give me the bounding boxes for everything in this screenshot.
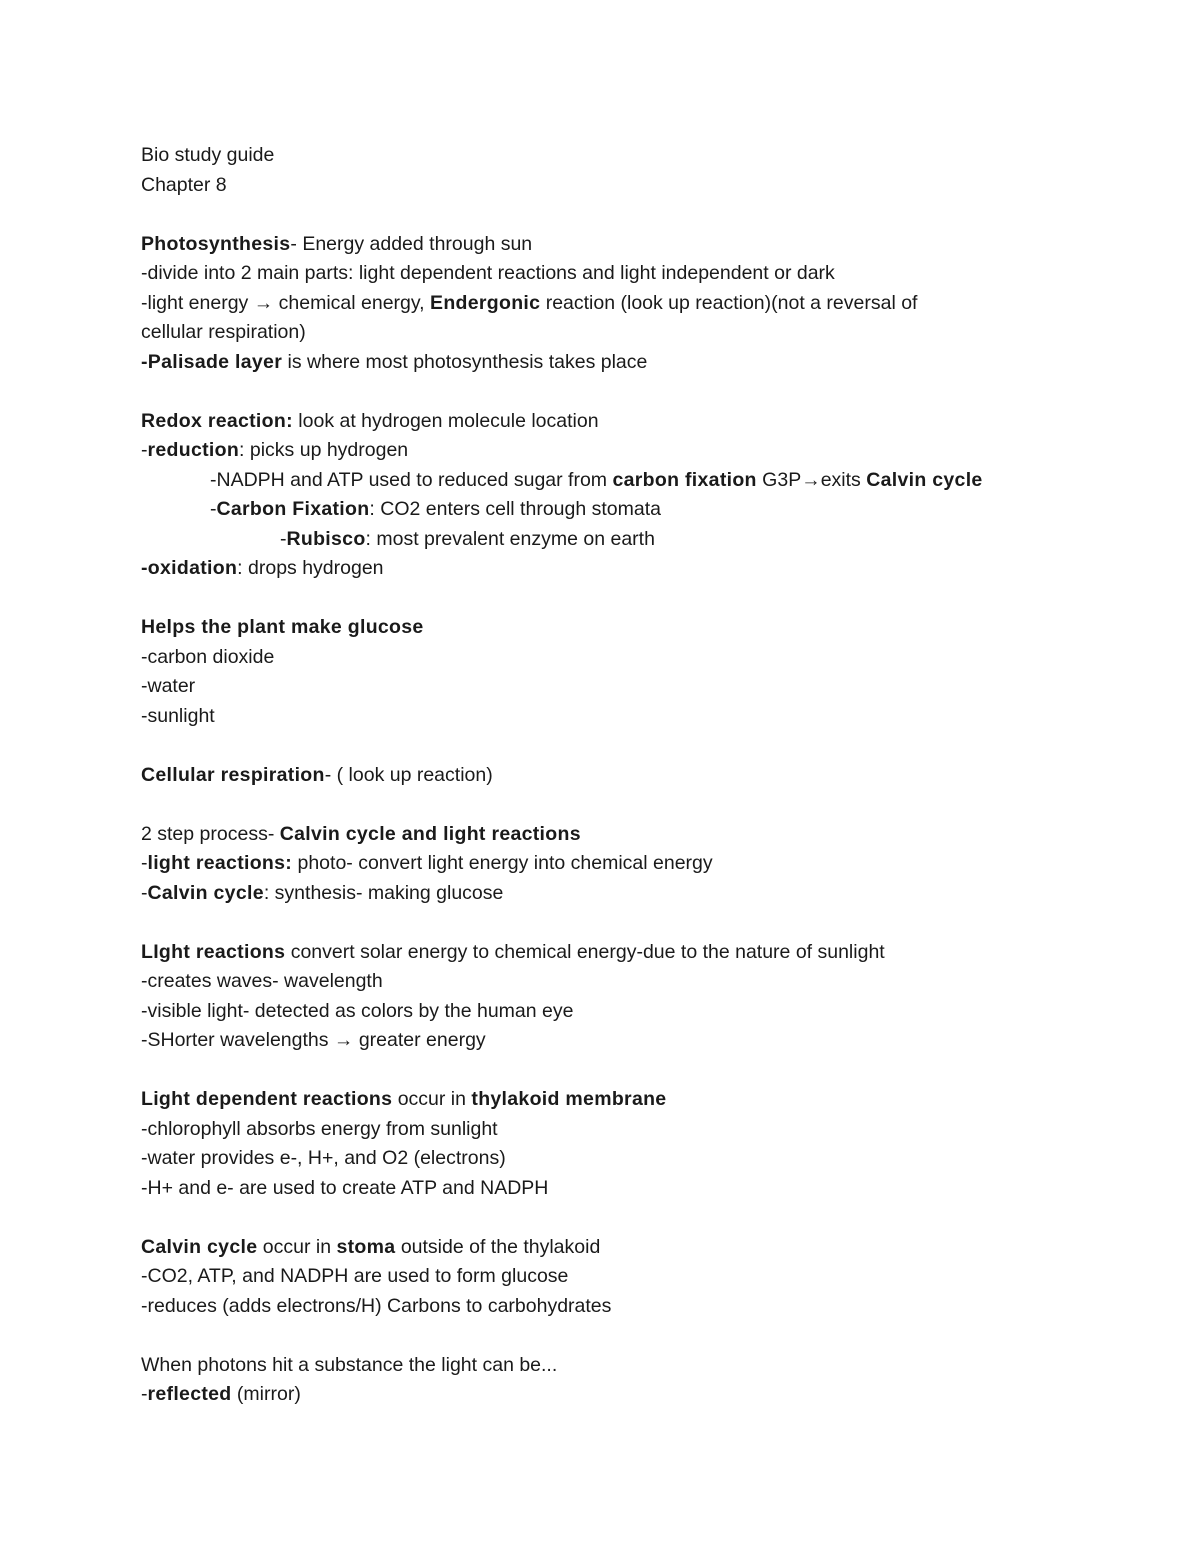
text-line xyxy=(141,1085,1101,1115)
blank-line xyxy=(141,377,1101,407)
text-line xyxy=(141,171,1101,201)
text-line xyxy=(141,525,1101,555)
bold-text-segment: reduction xyxy=(147,439,240,461)
text-line xyxy=(141,702,1101,732)
text-line xyxy=(141,672,1101,702)
text-line xyxy=(141,1026,1101,1056)
text-segment: -creates waves- wavelength xyxy=(141,970,383,992)
bold-text-segment: Calvin cycle xyxy=(147,881,264,904)
text-line xyxy=(141,436,1101,466)
text-segment: occur in xyxy=(392,1088,472,1110)
text-line xyxy=(141,1144,1101,1174)
text-line xyxy=(141,1262,1101,1292)
text-segment: outside of the thylakoid xyxy=(395,1235,601,1258)
text-segment: - xyxy=(141,1383,148,1405)
text-segment: -visible light- detected as colors by the human eye xyxy=(141,999,574,1022)
bold-text-segment: stoma xyxy=(336,1235,396,1258)
text-segment: When photons hit a substance the light can be... xyxy=(141,1353,558,1376)
text-line xyxy=(141,318,1101,348)
bold-text-segment: Calvin cycle xyxy=(866,468,983,491)
text-segment: -NADPH and ATP used to reduced sugar from xyxy=(210,468,613,491)
bold-text-segment: Redox reaction: xyxy=(141,409,293,432)
text-segment: -water xyxy=(141,675,196,697)
blank-line xyxy=(141,584,1101,614)
bold-text-segment: light reactions: xyxy=(147,852,293,874)
text-segment: -H+ and e- are used to create ATP and NADPH xyxy=(141,1176,549,1199)
text-line xyxy=(141,879,1101,909)
text-line xyxy=(141,141,1101,171)
text-line xyxy=(141,820,1101,850)
text-segment: - xyxy=(210,498,217,520)
text-line xyxy=(141,1115,1101,1145)
text-segment: : most prevalent enzyme on earth xyxy=(365,527,655,550)
text-line xyxy=(141,938,1101,968)
text-segment: convert solar energy to chemical energy-due to the nature of sunlight xyxy=(285,940,885,963)
text-line xyxy=(141,407,1101,437)
bold-text-segment: reflected xyxy=(147,1383,232,1405)
text-line xyxy=(141,230,1101,260)
text-segment: cellular respiration) xyxy=(141,321,306,343)
text-segment: -CO2, ATP, and NADPH are used to form glucose xyxy=(141,1265,569,1287)
text-segment: look at hydrogen molecule location xyxy=(292,409,599,432)
text-line xyxy=(141,967,1101,997)
document-body xyxy=(141,141,1101,1410)
text-segment: : synthesis- making glucose xyxy=(263,881,504,904)
text-segment: -carbon dioxide xyxy=(141,645,275,668)
text-line xyxy=(141,289,1101,319)
text-line xyxy=(141,613,1101,643)
text-line xyxy=(141,1233,1101,1263)
bold-text-segment: Light dependent reactions xyxy=(141,1088,393,1110)
blank-line xyxy=(141,908,1101,938)
text-segment: - xyxy=(141,439,148,461)
bold-text-segment: -oxidation xyxy=(141,557,238,579)
text-segment: - xyxy=(141,881,148,904)
text-segment: -water provides e-, H+, and O2 (electrons) xyxy=(141,1147,506,1169)
blank-line xyxy=(141,200,1101,230)
text-segment: - ( look up reaction) xyxy=(324,763,493,786)
bold-text-segment: -Palisade layer xyxy=(141,350,283,373)
bold-text-segment: Cellular respiration xyxy=(141,763,325,786)
text-line xyxy=(141,1174,1101,1204)
text-segment: -reduces (adds electrons/H) Carbons to carbohydrates xyxy=(141,1294,612,1317)
text-line xyxy=(141,1380,1101,1410)
blank-line xyxy=(141,1056,1101,1086)
text-line xyxy=(141,554,1101,584)
bold-text-segment: carbon fixation xyxy=(612,468,757,491)
text-line xyxy=(141,849,1101,879)
bold-text-segment: Helps the plant make glucose xyxy=(141,616,424,638)
text-line xyxy=(141,761,1101,791)
text-segment: reaction (look up reaction)(not a reversal of xyxy=(540,291,918,314)
text-segment: -divide into 2 main parts: light dependent reactions and light independent or dark xyxy=(141,262,835,284)
text-segment: (mirror) xyxy=(231,1383,301,1405)
text-segment: : CO2 enters cell through stomata xyxy=(369,498,661,520)
bold-text-segment: Endergonic xyxy=(430,291,541,314)
text-segment: occur in xyxy=(257,1235,337,1258)
text-segment: -light energy → chemical energy, xyxy=(141,291,431,314)
bold-text-segment: thylakoid membrane xyxy=(471,1088,667,1110)
bold-text-segment: Photosynthesis xyxy=(141,232,291,255)
text-line xyxy=(141,1351,1101,1381)
text-segment: : drops hydrogen xyxy=(237,557,384,579)
text-line xyxy=(141,997,1101,1027)
text-segment: is where most photosynthesis takes place xyxy=(282,350,648,373)
text-segment: - Energy added through sun xyxy=(290,232,533,255)
bold-text-segment: Carbon Fixation xyxy=(216,498,370,520)
text-segment: - xyxy=(141,852,148,874)
text-segment: G3P→exits xyxy=(756,468,867,491)
text-line xyxy=(141,643,1101,673)
bold-text-segment: Calvin cycle xyxy=(141,1235,258,1258)
text-line xyxy=(141,1292,1101,1322)
text-line xyxy=(141,495,1101,525)
text-segment: photo- convert light energy into chemical energy xyxy=(292,852,713,874)
text-segment: -chlorophyll absorbs energy from sunlight xyxy=(141,1117,498,1140)
blank-line xyxy=(141,1321,1101,1351)
bold-text-segment: LIght reactions xyxy=(141,940,286,963)
bold-text-segment: Rubisco xyxy=(286,527,366,550)
text-line xyxy=(141,348,1101,378)
text-line xyxy=(141,466,1101,496)
text-segment: Bio study guide xyxy=(141,144,275,166)
text-segment: Chapter 8 xyxy=(141,173,227,196)
text-segment: 2 step process- xyxy=(141,822,280,845)
text-segment: : picks up hydrogen xyxy=(239,439,409,461)
text-segment: - xyxy=(280,527,287,550)
blank-line xyxy=(141,790,1101,820)
text-line xyxy=(141,259,1101,289)
blank-line xyxy=(141,731,1101,761)
blank-line xyxy=(141,1203,1101,1233)
text-segment: -SHorter wavelengths → greater energy xyxy=(141,1029,486,1051)
text-segment: -sunlight xyxy=(141,704,215,727)
bold-text-segment: Calvin cycle and light reactions xyxy=(279,822,581,845)
